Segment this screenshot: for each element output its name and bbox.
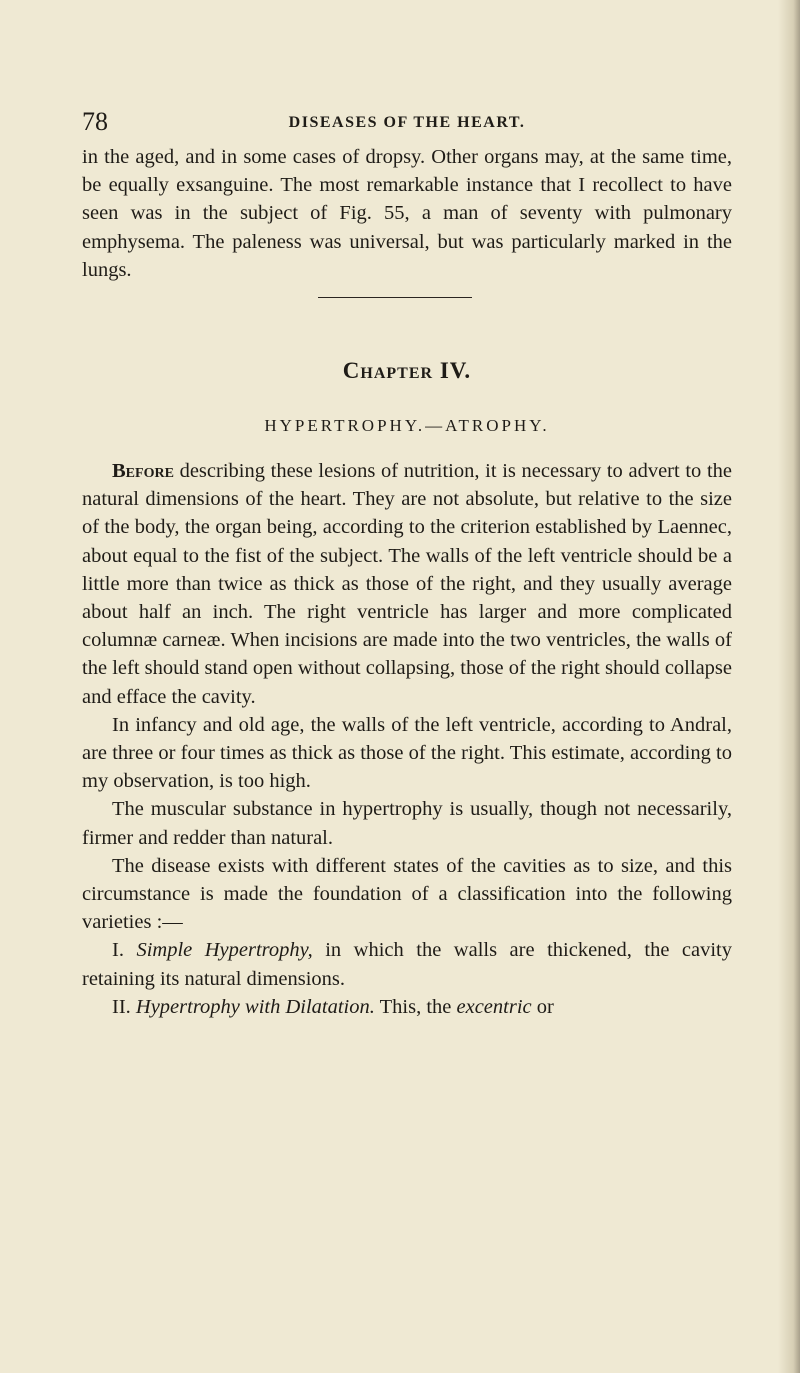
running-head: DISEASES OF THE HEART. — [288, 114, 526, 131]
paragraph-5: I. Simple Hypertrophy, in which the walls are thickened, the cavity retaining its natural dimensions. — [82, 939, 733, 990]
opening-text — [82, 143, 732, 284]
page-header — [82, 107, 732, 137]
variety-title: Hypertrophy with Dilatation. — [135, 995, 375, 1018]
page-number: 78 — [82, 107, 108, 136]
paragraph-2: In infancy and old age, the walls of the left ventricle, according to Andral, are three or four times as thick as those of the right. This estimate, according to my observation, is too high. — [82, 713, 732, 793]
page-edge-shadow — [778, 0, 800, 1373]
paragraph-4: The disease exists with different states of the cavities as to size, and this circumstance is made the foundation of a classification into the following varieties :— — [82, 854, 732, 934]
paragraph-continuation: in the aged, and in some cases of dropsy. Other organs may, at the same time, be equally exsanguine. The most remarkable instance that I recollect to have seen was in the subject of Fig. 55, a man of seventy with pulmonary emphysema. The paleness was universal, but was particularly marked in the lungs. — [82, 146, 732, 281]
chapter-body — [82, 457, 732, 1021]
paragraph-3: The muscular substance in hypertrophy is usually, though not necessarily, firmer and redder than natural. — [82, 798, 732, 849]
chapter-subtitle: HYPERTROPHY.—ATROPHY. — [264, 416, 550, 435]
section-divider-rule — [318, 297, 472, 298]
paragraph-1: Before describing these lesions of nutrition, it is necessary to advert to the natural dimensions of the heart. They are not absolute, but relative to the size of the body, the organ being, according to the criterion established by Laennec, about equal to the fist of the subject. The walls of the left ventricle should be a little more than twice as thick as those of the right, and they usually average about half an inch. The right ventricle has larger and more complicated columnæ carneæ. When incisions are made into the two ventricles, the walls of the left should stand open without collapsing, those of the right should collapse and efface the cavity. — [82, 460, 732, 708]
paragraph-lead-word: Before — [112, 460, 174, 482]
variety-title: Simple Hypertrophy, — [136, 939, 313, 962]
chapter-title: Chapter IV. — [342, 358, 472, 383]
paragraph-6: II. Hypertrophy with Dilatation. This, the excentric or — [112, 995, 554, 1018]
